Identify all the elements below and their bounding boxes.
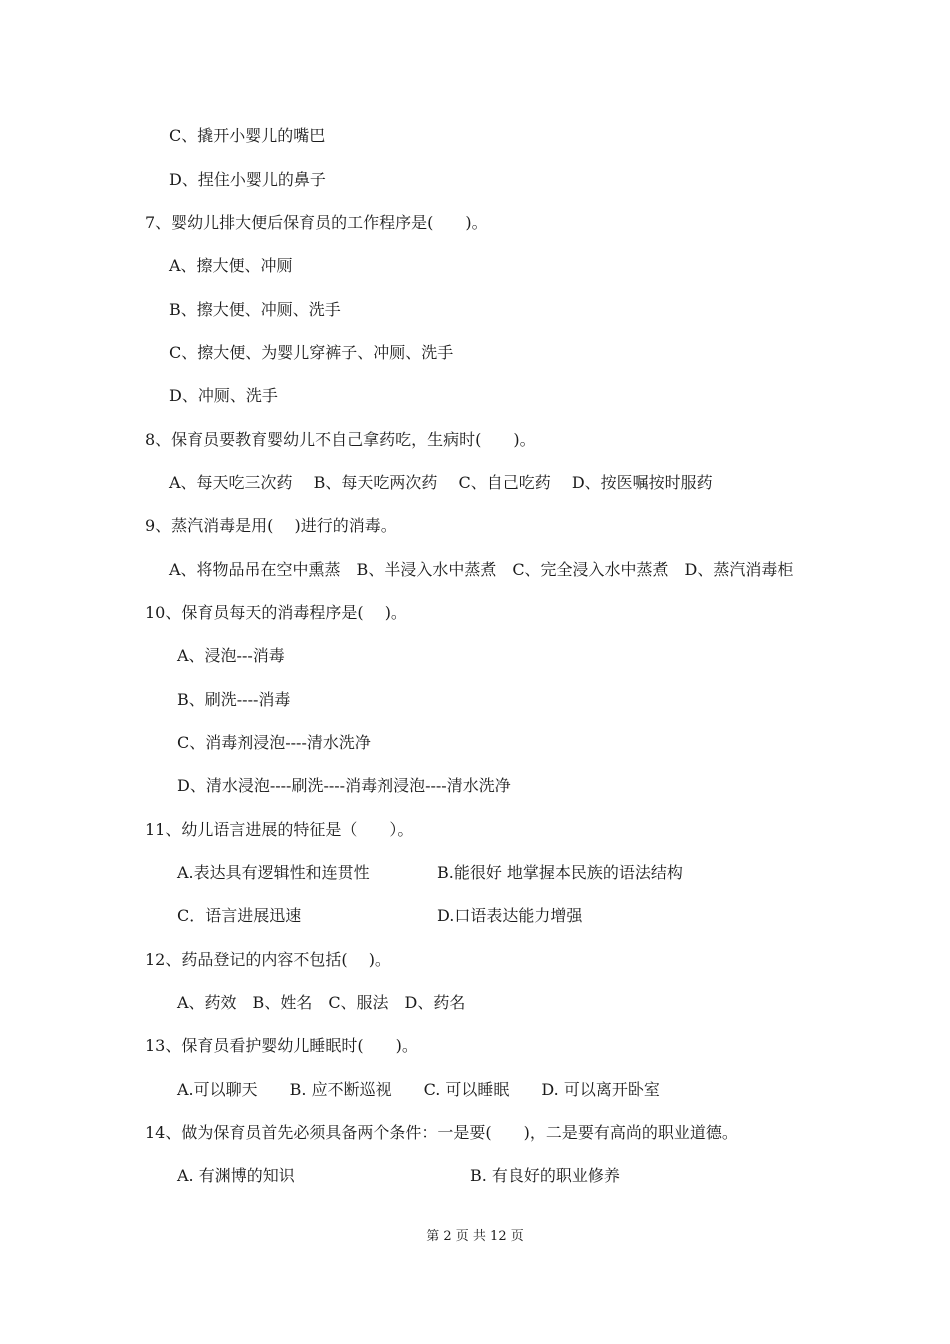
q11-option-d: D.口语表达能力增强	[437, 906, 583, 925]
q9-options: A、将物品吊在空中熏蒸 B、半浸入水中蒸煮 C、完全浸入水中蒸煮 D、蒸汽消毒柜	[169, 560, 794, 579]
q6-option-c: C、撬开小婴儿的嘴巴	[169, 126, 326, 145]
question-14: 14、做为保育员首先必须具备两个条件：一是要( )，二是要有高尚的职业道德。	[145, 1123, 738, 1142]
q11-option-b: B.能很好 地掌握本民族的语法结构	[437, 863, 683, 882]
q10-option-b: B、刷洗----消毒	[177, 690, 291, 709]
question-11: 11、幼儿语言进展的特征是（ ）。	[145, 820, 414, 839]
q7-option-a: A、擦大便、冲厕	[169, 256, 293, 275]
q11-option-a: A.表达具有逻辑性和连贯性	[177, 863, 370, 882]
q13-options: A.可以聊天 B. 应不断巡视 C. 可以睡眠 D. 可以离开卧室	[177, 1080, 660, 1099]
q14-option-a: A. 有渊博的知识	[177, 1166, 295, 1185]
q10-option-d: D、清水浸泡----刷洗----消毒剂浸泡----清水洗净	[177, 776, 511, 795]
q10-option-a: A、浸泡---消毒	[177, 646, 285, 665]
q7-option-c: C、擦大便、为婴儿穿裤子、冲厕、洗手	[169, 343, 454, 362]
q12-options: A、药效 B、姓名 C、服法 D、药名	[177, 993, 466, 1012]
q7-option-d: D、冲厕、洗手	[169, 386, 278, 405]
question-10: 10、保育员每天的消毒程序是( )。	[145, 603, 407, 622]
q14-option-b: B. 有良好的职业修养	[470, 1166, 620, 1185]
question-13: 13、保育员看护婴幼儿睡眠时( )。	[145, 1036, 418, 1055]
question-7: 7、婴幼儿排大便后保育员的工作程序是( )。	[145, 213, 488, 232]
q6-option-d: D、捏住小婴儿的鼻子	[169, 170, 326, 189]
q10-option-c: C、消毒剂浸泡----清水洗净	[177, 733, 371, 752]
question-9: 9、蒸汽消毒是用( )进行的消毒。	[145, 516, 397, 535]
q11-option-c: C．语言进展迅速	[177, 906, 302, 925]
q7-option-b: B、擦大便、冲厕、洗手	[169, 300, 341, 319]
question-12: 12、药品登记的内容不包括( )。	[145, 950, 391, 969]
page-number: 第 2 页 共 12 页	[426, 1229, 524, 1244]
question-8: 8、保育员要教育婴幼儿不自己拿药吃，生病时( )。	[145, 430, 536, 449]
q8-options: A、每天吃三次药 B、每天吃两次药 C、自己吃药 D、按医嘱按时服药	[169, 473, 713, 492]
